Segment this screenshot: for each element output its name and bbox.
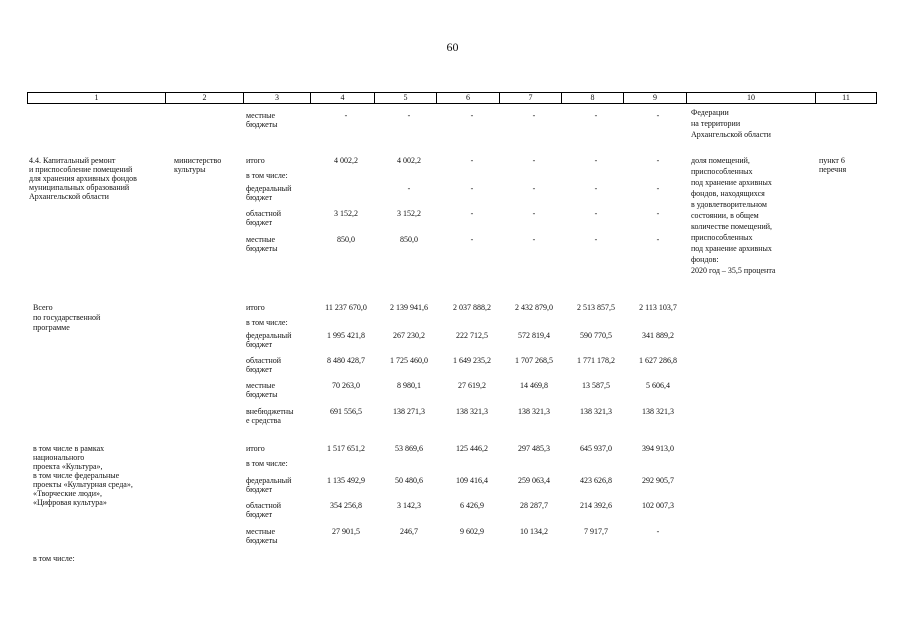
- row-4-4-value-3: -: [470, 184, 474, 193]
- row-4-4-value-1: 850,0: [337, 235, 355, 244]
- header-col-8: 8: [562, 93, 624, 103]
- national-project-value-2: 53 869,6: [395, 444, 423, 453]
- total-value-2: 267 230,2: [393, 331, 425, 340]
- total-value-3: 27 619,2: [458, 381, 486, 390]
- national-project-value-4: 297 485,3: [518, 444, 550, 453]
- total-name: по государственной: [33, 313, 101, 322]
- footer-text: в том числе:: [33, 554, 75, 563]
- row-4-4-source: бюджеты: [246, 244, 278, 253]
- row-4-4-name: и приспособление помещений: [29, 165, 133, 174]
- header-col-1: 1: [28, 93, 166, 103]
- total-value-6: 341 889,2: [642, 331, 674, 340]
- row-4-4-name: Архангельской области: [29, 192, 109, 201]
- col10-text: Архангельской области: [691, 130, 771, 139]
- national-project-value-3: 125 446,2: [456, 444, 488, 453]
- header-col-11: 11: [842, 93, 850, 102]
- row-4-4-value-2: -: [407, 184, 411, 193]
- row-4-4-reference: пункт 6: [819, 156, 845, 165]
- total-value-1: 11 237 670,0: [325, 303, 367, 312]
- national-project-value-4: 10 134,2: [520, 527, 548, 536]
- total-value-6: 138 321,3: [642, 407, 674, 416]
- total-value-3: 1 649 235,2: [453, 356, 491, 365]
- source-label: местные: [246, 111, 276, 120]
- row-4-4-indicator: под хранение архивных: [691, 244, 772, 253]
- row-4-4-indicator: приспособленных: [691, 167, 753, 176]
- page-number: 60: [446, 40, 459, 54]
- total-value-5: 13 587,5: [582, 381, 610, 390]
- row-4-4-value-4: -: [532, 184, 536, 193]
- total-value-4: 2 432 879,0: [515, 303, 553, 312]
- national-project-value-6: 394 913,0: [642, 444, 674, 453]
- row-4-4-value-6: -: [656, 184, 660, 193]
- national-project-value-6: -: [656, 527, 660, 536]
- row-4-4-source: итого: [246, 156, 265, 165]
- row-4-4-name: 4.4. Капитальный ремонт: [29, 156, 116, 165]
- col10-text: Федерации: [691, 108, 729, 117]
- row-4-4-reference: перечня: [819, 165, 847, 174]
- national-project-source: федеральный: [246, 476, 292, 485]
- total-name: программе: [33, 323, 70, 332]
- header-col-7: 7: [500, 93, 562, 103]
- national-project-name: национального: [33, 453, 85, 462]
- total-source: областной: [246, 356, 282, 365]
- total-source: федеральный: [246, 331, 292, 340]
- national-project-source: в том числе:: [246, 459, 288, 468]
- total-source: итого: [246, 303, 265, 312]
- total-value-6: 1 627 286,8: [639, 356, 677, 365]
- cont-value-4: -: [532, 111, 536, 120]
- table-header-row: [27, 92, 877, 104]
- row-4-4-value-4: -: [532, 156, 536, 165]
- row-4-4-value-5: -: [594, 209, 598, 218]
- row-4-4-executor: министерство: [174, 156, 222, 165]
- national-project-name: проекта «Культура»,: [33, 462, 103, 471]
- cont-value-1: -: [344, 111, 348, 120]
- total-source: бюджет: [246, 365, 273, 374]
- row-4-4-value-1: 3 152,2: [334, 209, 358, 218]
- total-value-4: 14 469,8: [520, 381, 548, 390]
- row-4-4-indicator: под хранение архивных: [691, 178, 772, 187]
- total-value-6: 2 113 103,7: [639, 303, 677, 312]
- total-value-1: 1 995 421,8: [327, 331, 365, 340]
- source-label: бюджеты: [246, 120, 278, 129]
- row-4-4-source: местные: [246, 235, 276, 244]
- national-project-value-3: 109 416,4: [456, 476, 488, 485]
- row-4-4-indicator: фондов, находящихся: [691, 189, 765, 198]
- row-4-4-source: федеральный: [246, 184, 292, 193]
- row-4-4-value-2: 850,0: [400, 235, 418, 244]
- row-4-4-value-4: -: [532, 235, 536, 244]
- row-4-4-executor: культуры: [174, 165, 206, 174]
- total-value-1: 8 480 428,7: [327, 356, 365, 365]
- row-4-4-name: муниципальных образований: [29, 183, 130, 192]
- national-project-source: бюджет: [246, 510, 273, 519]
- total-value-1: 691 556,5: [330, 407, 362, 416]
- row-4-4-value-3: -: [470, 235, 474, 244]
- national-project-value-1: 1 135 492,9: [327, 476, 365, 485]
- col10-text: на территории: [691, 119, 741, 128]
- header-col-5: 5: [375, 93, 437, 103]
- national-project-source: итого: [246, 444, 265, 453]
- national-project-source: местные: [246, 527, 276, 536]
- row-4-4-value-6: -: [656, 209, 660, 218]
- national-project-name: проекты «Культурная среда»,: [33, 480, 133, 489]
- total-value-5: 2 513 857,5: [577, 303, 615, 312]
- row-4-4-source: областной: [246, 209, 282, 218]
- cont-value-6: -: [656, 111, 660, 120]
- national-project-source: областной: [246, 501, 282, 510]
- total-value-4: 138 321,3: [518, 407, 550, 416]
- cont-value-3: -: [470, 111, 474, 120]
- national-project-value-5: 214 392,6: [580, 501, 612, 510]
- total-value-2: 2 139 941,6: [390, 303, 428, 312]
- national-project-source: бюджет: [246, 485, 273, 494]
- national-project-value-2: 3 142,3: [397, 501, 421, 510]
- row-4-4-indicator: фондов:: [691, 255, 719, 264]
- national-project-name: в том числе в рамках: [33, 444, 105, 453]
- total-value-4: 1 707 268,5: [515, 356, 553, 365]
- header-col-3: 3: [244, 93, 311, 103]
- national-project-source: бюджеты: [246, 536, 278, 545]
- national-project-value-6: 102 007,3: [642, 501, 674, 510]
- row-4-4-source: бюджет: [246, 218, 273, 227]
- total-value-3: 222 712,5: [456, 331, 488, 340]
- row-4-4-value-6: -: [656, 156, 660, 165]
- total-value-4: 572 819,4: [518, 331, 550, 340]
- header-col-6: 6: [437, 93, 500, 103]
- header-col-10: 10: [687, 93, 816, 103]
- national-project-name: в том числе федеральные: [33, 471, 120, 480]
- national-project-value-4: 28 287,7: [520, 501, 548, 510]
- row-4-4-source: бюджет: [246, 193, 273, 202]
- national-project-value-3: 9 602,9: [460, 527, 484, 536]
- national-project-value-4: 259 063,4: [518, 476, 550, 485]
- national-project-value-1: 1 517 651,2: [327, 444, 365, 453]
- header-col-4: 4: [311, 93, 375, 103]
- total-source: бюджет: [246, 340, 273, 349]
- row-4-4-indicator: количестве помещений,: [691, 222, 773, 231]
- national-project-value-1: 354 256,8: [330, 501, 362, 510]
- total-value-5: 590 770,5: [580, 331, 612, 340]
- total-source: бюджеты: [246, 390, 278, 399]
- row-4-4-indicator: 2020 год – 35,5 процента: [691, 266, 776, 275]
- row-4-4-indicator: в удовлетворительном: [691, 200, 767, 209]
- row-4-4-value-4: -: [532, 209, 536, 218]
- total-value-3: 138 321,3: [456, 407, 488, 416]
- header-col-9: 9: [624, 93, 687, 103]
- row-4-4-value-2: 4 002,2: [397, 156, 421, 165]
- row-4-4-value-5: -: [594, 184, 598, 193]
- header-col-2: 2: [166, 93, 244, 103]
- row-4-4-source: в том числе:: [246, 171, 288, 180]
- national-project-value-5: 423 626,8: [580, 476, 612, 485]
- national-project-value-2: 50 480,6: [395, 476, 423, 485]
- row-4-4-value-6: -: [656, 235, 660, 244]
- national-project-value-5: 7 917,7: [584, 527, 608, 536]
- total-value-5: 1 771 178,2: [577, 356, 615, 365]
- total-name: Всего: [33, 303, 53, 312]
- national-project-value-2: 246,7: [400, 527, 418, 536]
- row-4-4-value-3: -: [470, 209, 474, 218]
- row-4-4-value-2: 3 152,2: [397, 209, 421, 218]
- national-project-value-5: 645 937,0: [580, 444, 612, 453]
- cont-value-2: -: [407, 111, 411, 120]
- total-value-5: 138 321,3: [580, 407, 612, 416]
- total-value-2: 138 271,3: [393, 407, 425, 416]
- total-value-1: 70 263,0: [332, 381, 360, 390]
- row-4-4-value-3: -: [470, 156, 474, 165]
- national-project-value-1: 27 901,5: [332, 527, 360, 536]
- total-value-6: 5 606,4: [646, 381, 670, 390]
- row-4-4-indicator: приспособленных: [691, 233, 753, 242]
- total-value-3: 2 037 888,2: [453, 303, 491, 312]
- national-project-name: «Творческие люди»,: [33, 489, 102, 498]
- national-project-name: «Цифровая культура»: [33, 498, 107, 507]
- cont-value-5: -: [594, 111, 598, 120]
- national-project-value-3: 6 426,9: [460, 501, 484, 510]
- national-project-value-6: 292 905,7: [642, 476, 674, 485]
- row-4-4-indicator: доля помещений,: [691, 156, 750, 165]
- total-source: е средства: [246, 416, 281, 425]
- total-value-2: 1 725 460,0: [390, 356, 428, 365]
- row-4-4-indicator: состоянии, в общем: [691, 211, 759, 220]
- row-4-4-value-1: 4 002,2: [334, 156, 358, 165]
- total-source: внебюджетны: [246, 407, 294, 416]
- total-source: местные: [246, 381, 276, 390]
- total-value-2: 8 980,1: [397, 381, 421, 390]
- total-source: в том числе:: [246, 318, 288, 327]
- row-4-4-value-5: -: [594, 156, 598, 165]
- row-4-4-value-5: -: [594, 235, 598, 244]
- row-4-4-name: для хранения архивных фондов: [29, 174, 137, 183]
